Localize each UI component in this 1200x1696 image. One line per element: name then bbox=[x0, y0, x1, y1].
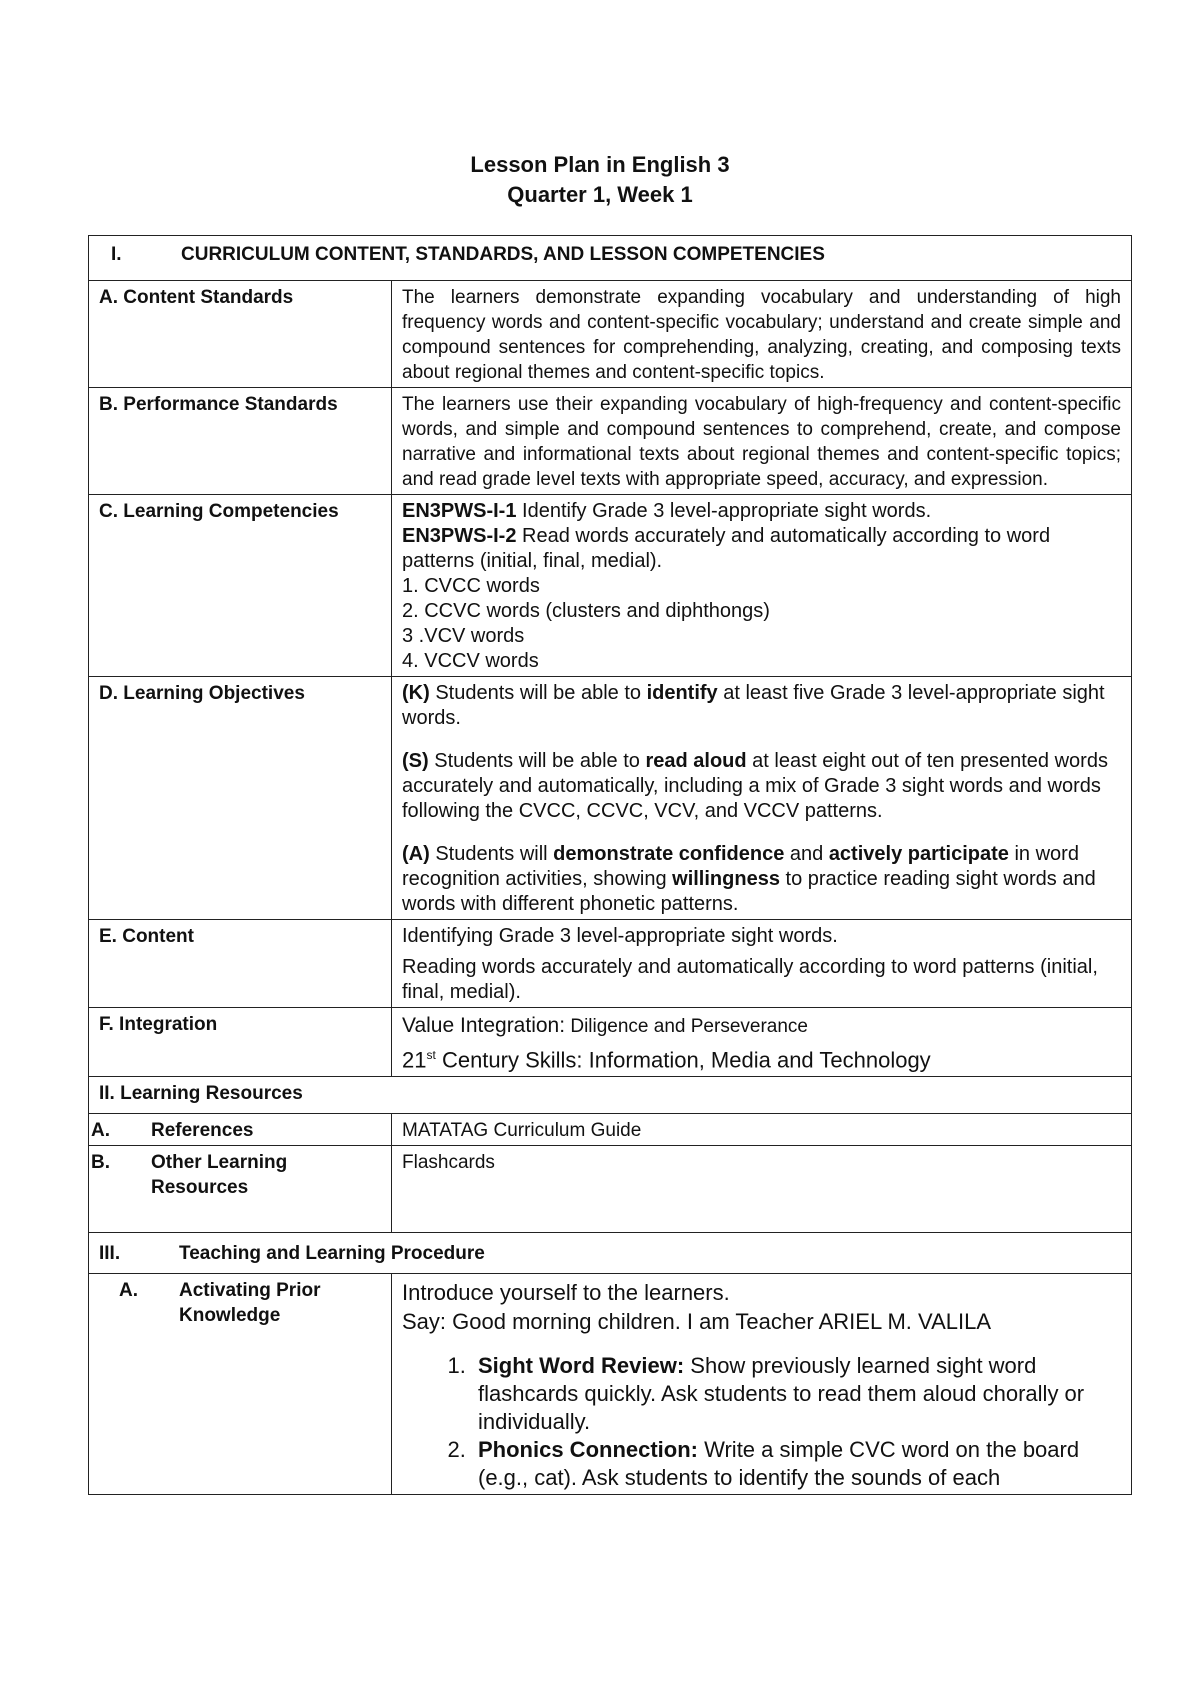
competency-text: Identify Grade 3 level-appropriate sight words. bbox=[516, 500, 932, 522]
row-label-text: Other Learning Resources bbox=[151, 1152, 288, 1199]
step-text: Show previously learned sight word flashcards quickly. Ask students to read them aloud chorally or individually. bbox=[478, 1353, 1085, 1435]
row-value bbox=[392, 495, 1132, 677]
section-row-procedure bbox=[89, 1233, 1132, 1274]
row-content bbox=[89, 920, 1132, 1008]
competency-code: EN3PWS-I-1 bbox=[402, 500, 517, 522]
row-label bbox=[89, 1146, 392, 1233]
row-activating-prior-knowledge bbox=[89, 1274, 1132, 1495]
step-title: Sight Word Review: bbox=[478, 1353, 685, 1379]
row-value: Flashcards bbox=[392, 1146, 1132, 1233]
row-other-resources bbox=[89, 1146, 1132, 1233]
row-learning-competencies bbox=[89, 495, 1132, 677]
objective-text: to practice reading sight words and words with different phonetic patterns. bbox=[402, 868, 1096, 915]
skills-text: Century Skills: Information, Media and Technology bbox=[435, 1047, 931, 1073]
step-text: Write a simple CVC word on the board (e.g., cat). Ask students to identify the sounds of each bbox=[478, 1437, 1080, 1491]
row-learning-objectives bbox=[89, 677, 1132, 920]
say-line: Say: Good morning children. I am Teacher ARIEL M. VALILA bbox=[402, 1309, 991, 1335]
row-content-standards bbox=[89, 281, 1132, 388]
procedure-step bbox=[472, 1352, 1121, 1436]
row-label bbox=[89, 1114, 392, 1146]
procedure-step bbox=[472, 1436, 1121, 1492]
lesson-plan-table bbox=[88, 235, 1132, 1495]
pattern-item: 2. CCVC words (clusters and diphthongs) bbox=[402, 600, 770, 622]
objective-text: Students will bbox=[429, 843, 554, 865]
pattern-item: 1. CVCC words bbox=[402, 575, 540, 597]
row-label: F. Integration bbox=[89, 1008, 392, 1077]
section-number: III. bbox=[99, 1243, 121, 1265]
objective-skill bbox=[402, 749, 1121, 824]
objective-knowledge bbox=[402, 681, 1121, 731]
row-references bbox=[89, 1114, 1132, 1146]
objective-emphasis: willingness bbox=[672, 868, 780, 890]
competency-2 bbox=[402, 524, 1121, 574]
document-header bbox=[0, 150, 1200, 210]
pattern-item: 3 .VCV words bbox=[402, 625, 525, 647]
row-integration bbox=[89, 1008, 1132, 1077]
row-value: The learners demonstrate expanding vocabulary and understanding of high frequency words and content-specific vocabulary; understand and create simple and compound sentences for comprehending, analyzing, creating, and composing texts about regional themes and content-specific topics. bbox=[392, 281, 1132, 388]
row-label: A. Content Standards bbox=[89, 281, 392, 388]
skills-number: 21 bbox=[402, 1047, 427, 1073]
section-row-resources bbox=[89, 1077, 1132, 1114]
document-title: Lesson Plan in English 3 bbox=[470, 152, 730, 177]
integration-text: Diligence and Perseverance bbox=[565, 1016, 808, 1037]
row-value bbox=[392, 1008, 1132, 1077]
row-value bbox=[392, 920, 1132, 1008]
row-value bbox=[392, 1274, 1132, 1495]
row-label-text: References bbox=[151, 1120, 254, 1142]
objective-text: at least five Grade 3 level-appropriate sight words. bbox=[402, 682, 1105, 729]
objective-emphasis: demonstrate confidence bbox=[553, 843, 785, 865]
skills-superscript: st bbox=[426, 1048, 436, 1062]
objective-tag: (K) bbox=[402, 682, 430, 704]
row-label: B. Performance Standards bbox=[89, 388, 392, 495]
objective-tag: (S) bbox=[402, 750, 429, 772]
row-value: MATATAG Curriculum Guide bbox=[392, 1114, 1132, 1146]
row-label: D. Learning Objectives bbox=[89, 677, 392, 920]
row-letter: A. bbox=[119, 1280, 138, 1302]
objective-text: Students will be able to bbox=[428, 750, 646, 772]
row-value: The learners use their expanding vocabulary of high-frequency and content-specific words, and simple and compound sentences to comprehend, create, and compose narrative and informational texts about regional themes and content-specific topics; and read grade level texts with appropriate speed, accuracy, and expression. bbox=[392, 388, 1132, 495]
objective-emphasis: actively participate bbox=[828, 843, 1009, 865]
row-performance-standards bbox=[89, 388, 1132, 495]
objective-emphasis: identify bbox=[646, 682, 718, 704]
row-letter: A. bbox=[91, 1120, 110, 1142]
procedure-list bbox=[402, 1352, 1121, 1492]
century-skills bbox=[402, 1041, 1121, 1074]
document-subtitle: Quarter 1, Week 1 bbox=[507, 182, 693, 207]
section-number: I. bbox=[111, 244, 122, 265]
objective-text: in word recognition activities, showing bbox=[402, 843, 1079, 890]
row-label bbox=[89, 1274, 392, 1495]
objective-attitude bbox=[402, 842, 1121, 917]
section-row-curriculum bbox=[89, 236, 1132, 281]
pattern-item: 4. VCCV words bbox=[402, 650, 539, 672]
competency-code: EN3PWS-I-2 bbox=[402, 525, 517, 547]
content-line: Identifying Grade 3 level-appropriate sight words. bbox=[402, 925, 838, 947]
row-value bbox=[392, 677, 1132, 920]
row-label: C. Learning Competencies bbox=[89, 495, 392, 677]
competency-text: Read words accurately and automatically according to word patterns (initial, final, medial). bbox=[402, 525, 1051, 572]
section-heading: II. Learning Resources bbox=[89, 1077, 1132, 1114]
row-label: E. Content bbox=[89, 920, 392, 1008]
row-label-text: Activating Prior Knowledge bbox=[179, 1280, 321, 1327]
objective-text: at least eight out of ten presented words accurately and automatically, including a mix of Grade 3 sight words and words following the CVCC, CCVC, VCV, and VCCV patterns. bbox=[402, 750, 1108, 822]
objective-emphasis: read aloud bbox=[645, 750, 747, 772]
integration-label: Value Integration: bbox=[402, 1014, 566, 1037]
section-heading: CURRICULUM CONTENT, STANDARDS, AND LESSON COMPETENCIES bbox=[181, 244, 825, 265]
intro-line: Introduce yourself to the learners. bbox=[402, 1280, 730, 1306]
section-heading: Teaching and Learning Procedure bbox=[179, 1243, 485, 1265]
competency-1 bbox=[402, 499, 1121, 524]
value-integration bbox=[402, 1012, 1121, 1041]
step-title: Phonics Connection: bbox=[478, 1437, 698, 1463]
objective-text: and bbox=[784, 843, 829, 865]
objective-text: Students will be able to bbox=[429, 682, 647, 704]
row-letter: B. bbox=[91, 1152, 110, 1174]
content-line: Reading words accurately and automatically according to word patterns (initial, final, medial). bbox=[402, 956, 1098, 1003]
objective-tag: (A) bbox=[402, 843, 430, 865]
